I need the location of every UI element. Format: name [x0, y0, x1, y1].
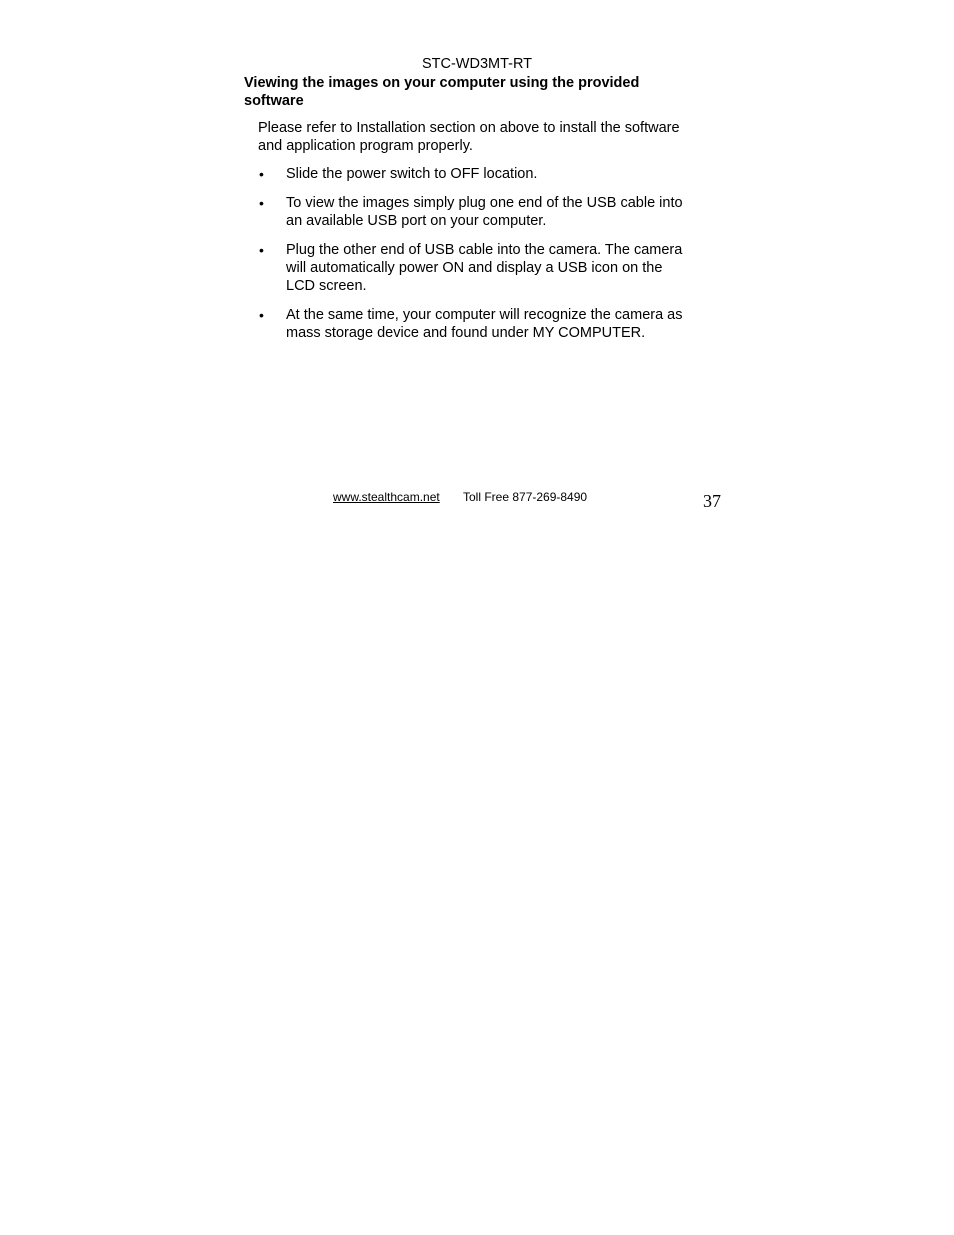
page-number: 37 [703, 491, 721, 511]
bullet-icon: • [259, 195, 264, 211]
website-link[interactable]: www.stealthcam.net [333, 490, 440, 504]
list-item-line: Slide the power switch to OFF location. [286, 166, 538, 182]
list-item-line: mass storage device and found under MY COMPUTER. [286, 325, 646, 341]
toll-free-phone: Toll Free 877-269-8490 [463, 490, 588, 504]
bullet-icon: • [259, 307, 264, 323]
bullet-icon: • [259, 166, 264, 182]
intro-paragraph [258, 119, 718, 155]
intro-line: and application program properly. [258, 138, 473, 154]
section-heading-line: Viewing the images on your computer using the provided [244, 75, 640, 91]
list-item-line: At the same time, your computer will recognize the camera as [286, 307, 683, 323]
bullet-icon: • [259, 242, 264, 258]
list-item-line: will automatically power ON and display a USB icon on the [286, 260, 663, 276]
instruction-list [258, 165, 718, 353]
list-item-line: To view the images simply plug one end of the USB cable into [286, 195, 683, 211]
list-item-line: Plug the other end of USB cable into the camera. The camera [286, 242, 683, 258]
list-item [258, 306, 718, 342]
list-item [258, 194, 718, 230]
intro-line: Please refer to Installation section on above to install the software [258, 120, 680, 136]
section-heading-line: software [244, 93, 304, 109]
list-item-line: an available USB port on your computer. [286, 213, 547, 229]
list-item [258, 241, 718, 295]
list-item [258, 165, 718, 183]
model-number: STC-WD3MT-RT [421, 56, 533, 72]
section-heading [244, 74, 724, 110]
list-item-line: LCD screen. [286, 278, 367, 294]
